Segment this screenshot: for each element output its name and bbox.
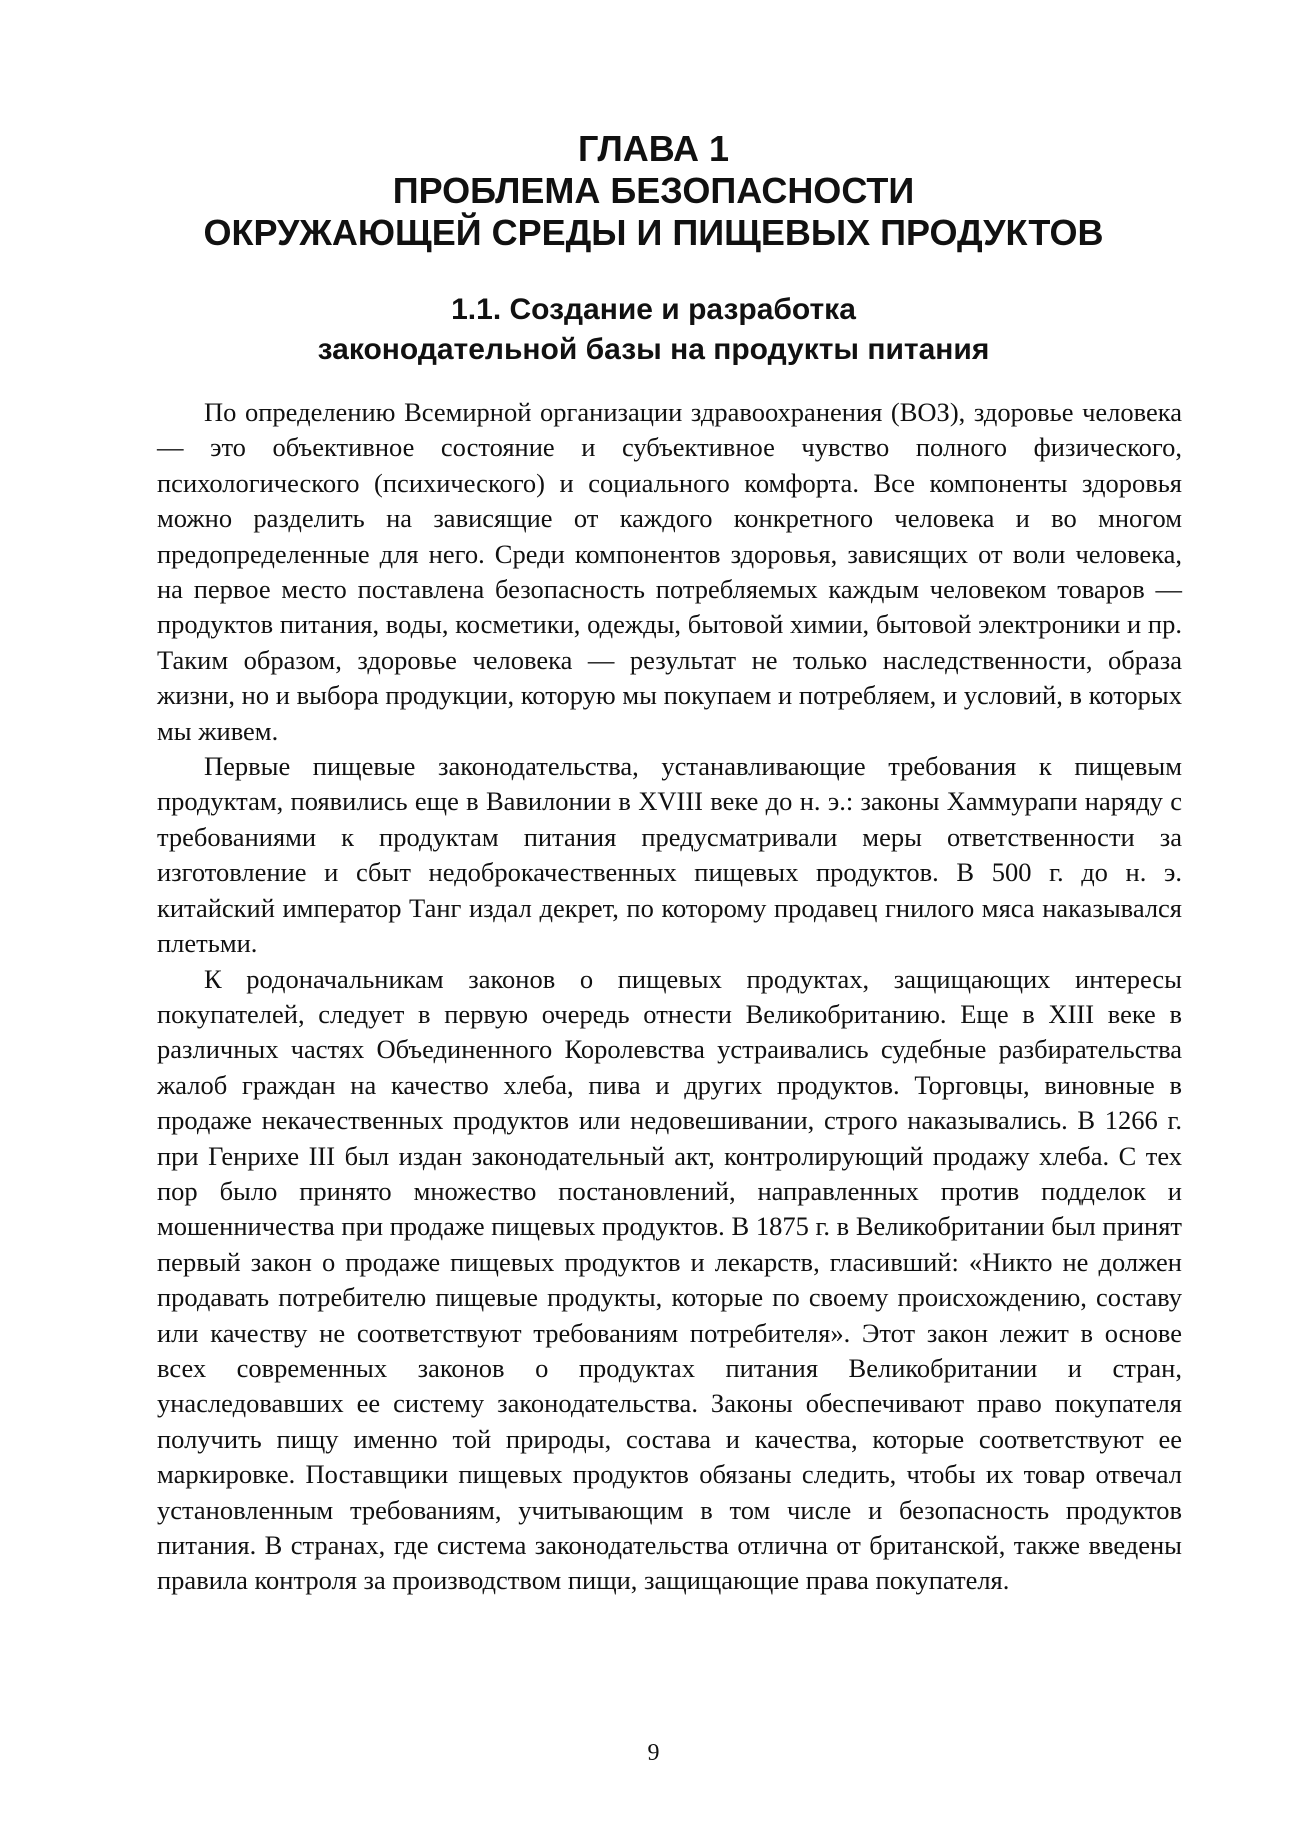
body-text <box>157 395 1182 1599</box>
chapter-heading <box>130 128 1177 254</box>
section-heading <box>130 290 1177 370</box>
page-number: 9 <box>647 1740 660 1766</box>
paragraph: По определению Всемирной организации здравоохранения (ВОЗ), здоровье человека — это объективное состояние и субъективное чувство полного физического, психологического (психического) и социального комфорта. Все компоненты здоровья можно разделить на зависящие от каждого конкретного человека и во многом предопределенные для него. Среди компонентов здоровья, зависящих от воли человека, на первое место поставлена безопасность потребляемых каждым человеком товаров — продуктов питания, воды, косметики, одежды, бытовой химии, бытовой электроники и пр. Таким образом, здоровье человека — результат не только наследственности, образа жизни, но и выбора продукции, которую мы покупаем и потребляем, и условий, в которых мы живем. <box>157 397 1182 746</box>
chapter-title-line-1: ПРОБЛЕМА БЕЗОПАСНОСТИ <box>392 170 915 211</box>
section-title-line-1: 1.1. Создание и разработка <box>451 293 856 326</box>
chapter-number: ГЛАВА 1 <box>578 128 729 169</box>
chapter-title-line-2: ОКРУЖАЮЩЕЙ СРЕДЫ И ПИЩЕВЫХ ПРОДУКТОВ <box>203 212 1104 253</box>
paragraph: Первые пищевые законодательства, устанавливающие требования к пищевым продуктам, появились еще в Вавилонии в XVIII веке до н. э.: законы Хаммурапи наряду с требованиями к продуктам питания предусматривали меры ответственности за изготовление и сбыт недоброкачественных пищевых продуктов. В 500 г. до н. э. китайский император Танг издал декрет, по которому продавец гнилого мяса наказывался плетьми. <box>157 751 1182 959</box>
section-title-line-2: законодательной базы на продукты питания <box>317 333 990 366</box>
paragraph: К родоначальникам законов о пищевых продуктах, защищающих интересы покупателей, следует в первую очередь отнести Великобританию. Еще в XIII веке в различных частях Объединенного Королевства устраивались судебные разбирательства жалоб граждан на качество хлеба, пива и других продуктов. Торговцы, виновные в продаже некачественных продуктов или недовешивании, строго наказывались. В 1266 г. при Генрихе III был издан законодательный акт, контролирующий продажу хлеба. С тех пор было принято множество постановлений, направленных против подделок и мошенничества при продаже пищевых продуктов. В 1875 г. в Великобритании был принят первый закон о продаже пищевых продуктов и лекарств, гласивший: «Никто не должен продавать потребителю пищевые продукты, которые по своему происхождению, составу или качеству не соответствуют требованиям потребителя». Этот закон лежит в основе всех современных законов о продуктах питания Великобритании и стран, унаследовавших ее систему законодательства. Законы обеспечивают право покупателя получить пищу именно той природы, состава и качества, которые соответствуют ее маркировке. Поставщики пищевых продуктов обязаны следить, чтобы их товар отвечал установленным требованиям, учитывающим в том числе и безопасность продуктов питания. В странах, где система законодательства отлична от британской, также введены правила контроля за производством пищи, защищающие права покупателя. <box>157 963 1182 1596</box>
